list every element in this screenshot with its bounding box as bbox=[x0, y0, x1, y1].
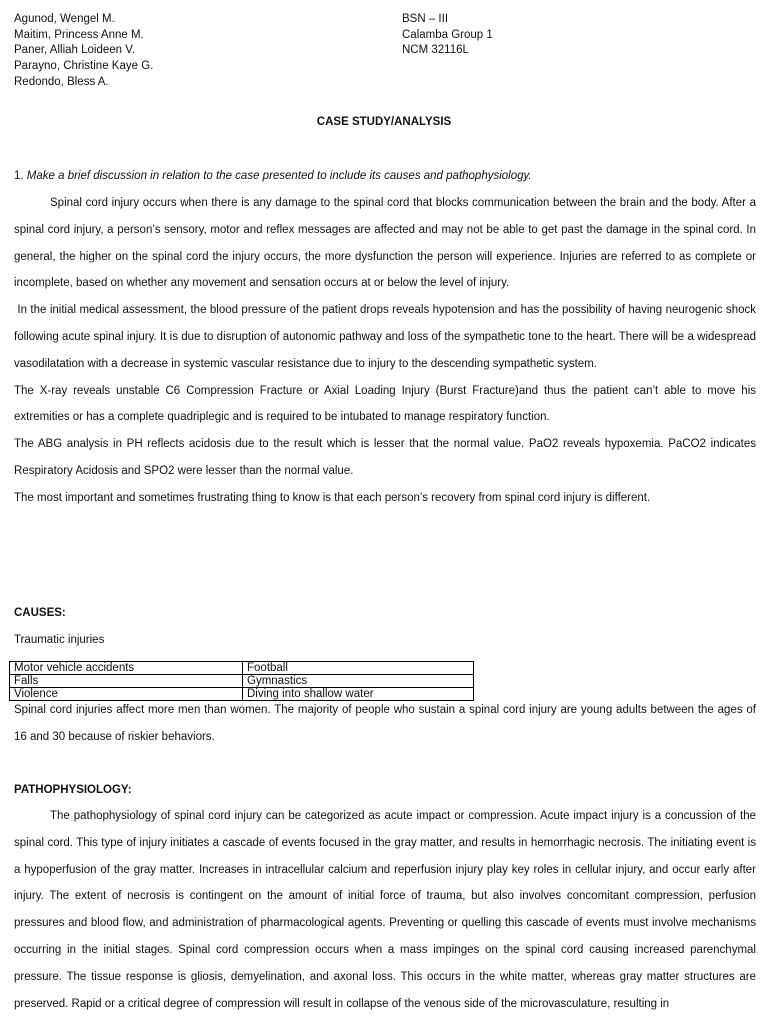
course-code: NCM 32116L bbox=[402, 44, 469, 57]
table-cell: Diving into shallow water bbox=[243, 688, 474, 701]
course-info bbox=[402, 12, 493, 59]
causes-table bbox=[9, 661, 474, 701]
causes-subheading: Traumatic injuries bbox=[14, 634, 105, 646]
causes-note-text: Spinal cord injuries affect more men than women. The majority of people who sustain a spinal cord injury are young adults between the ages of 16 and 30 because of riskier behaviors. bbox=[14, 704, 756, 743]
table-row bbox=[10, 675, 474, 688]
author-name: Agunod, Wengel M. bbox=[14, 13, 115, 25]
table-cell: Gymnastics bbox=[243, 675, 474, 688]
table-cell: Violence bbox=[10, 688, 243, 701]
course-year: BSN – III bbox=[402, 13, 449, 25]
author-name: Maitim, Princess Anne M. bbox=[14, 28, 144, 41]
question-text: Make a brief discussion in relation to the case presented to include its causes and pathophysiology. bbox=[26, 170, 532, 182]
causes-note bbox=[14, 697, 756, 751]
discussion-paragraph: The most important and sometimes frustrating thing to know is that each person’s recovery from spinal cord injury is different. bbox=[14, 491, 651, 504]
question-prompt bbox=[14, 170, 532, 182]
author-name: Paner, Alliah Loideen V. bbox=[14, 44, 136, 57]
author-name: Parayno, Christine Kaye G. bbox=[14, 60, 154, 73]
pathophysiology-body bbox=[14, 803, 756, 1017]
pathophysiology-text: The pathophysiology of spinal cord injury can be categorized as acute impact or compression. Acute impact injury is a concussion of the spinal cord. This type of injury initiates a cascade of events focused in the gray matter, and results in hemorrhagic necrosis. The initiating event is a hypoperfusion of the gray matter. Increases in intracellular calcium and reperfusion injury play key roles in cellular injury, and occur early after injury. The extent of necrosis is contingent on the amount of initial force of trauma, but also involves concomitant compression, perfusion pressures and blood flow, and administration of pharmacological agents. Preventing or quelling this cascade of events must involve mechanisms occurring in the initial stages. Spinal cord compression occurs when a mass impinges on the spinal cord causing increased parenchymal pressure. The tissue response is gliosis, demyelination, and axonal loss. This occurs in the white matter, whereas gray matter structures are preserved. Rapid or a critical degree of compression will result in collapse of the venous side of the microvasculature, resulting in bbox=[14, 810, 756, 1010]
table-cell: Motor vehicle accidents bbox=[10, 662, 243, 675]
document-title: CASE STUDY/ANALYSIS bbox=[316, 116, 452, 128]
author-list bbox=[14, 12, 153, 91]
discussion-paragraph: The X-ray reveals unstable C6 Compression Fracture or Axial Loading Injury (Burst Fracture)and thus the patient can’t able to move his extremities or has a complete quadriplegic and is required to be intubated to manage respiratory function. bbox=[14, 384, 756, 424]
course-group: Calamba Group 1 bbox=[402, 28, 493, 41]
question-number: 1. bbox=[14, 170, 24, 182]
table-row bbox=[10, 662, 474, 675]
discussion-body bbox=[14, 190, 760, 512]
discussion-paragraph: Spinal cord injury occurs when there is any damage to the spinal cord that blocks communication between the brain and the body. After a spinal cord injury, a person’s sensory, motor and reflex messages are affected and may not be able to get past the damage in the spinal cord. In general, the higher on the spinal cord the injury occurs, the more dysfunction the person will experience. Injuries are referred to as complete or incomplete, based on whether any movement and sensation occurs at or below the level of injury. bbox=[14, 197, 756, 290]
causes-heading: CAUSES: bbox=[14, 607, 66, 619]
pathophysiology-heading: PATHOPHYSIOLOGY: bbox=[14, 784, 132, 796]
discussion-paragraph: The ABG analysis in PH reflects acidosis due to the result which is lesser that the normal value. PaO2 reveals hypoxemia. PaCO2 indicates Respiratory Acidosis and SPO2 were lesser than the normal value. bbox=[14, 438, 756, 477]
author-name: Redondo, Bless A. bbox=[14, 75, 109, 88]
table-cell: Falls bbox=[10, 675, 243, 688]
discussion-paragraph: In the initial medical assessment, the blood pressure of the patient drops reveals hypotension and has the possibility of having neurogenic shock following acute spinal injury. It is due to disruption of autonomic pathway and loss of the sympathetic tone to the heart. There will be a widespread vasodilatation with a decrease in systemic vascular resistance due to injury to the descending sympathetic system. bbox=[14, 304, 760, 370]
table-cell: Football bbox=[243, 662, 474, 675]
